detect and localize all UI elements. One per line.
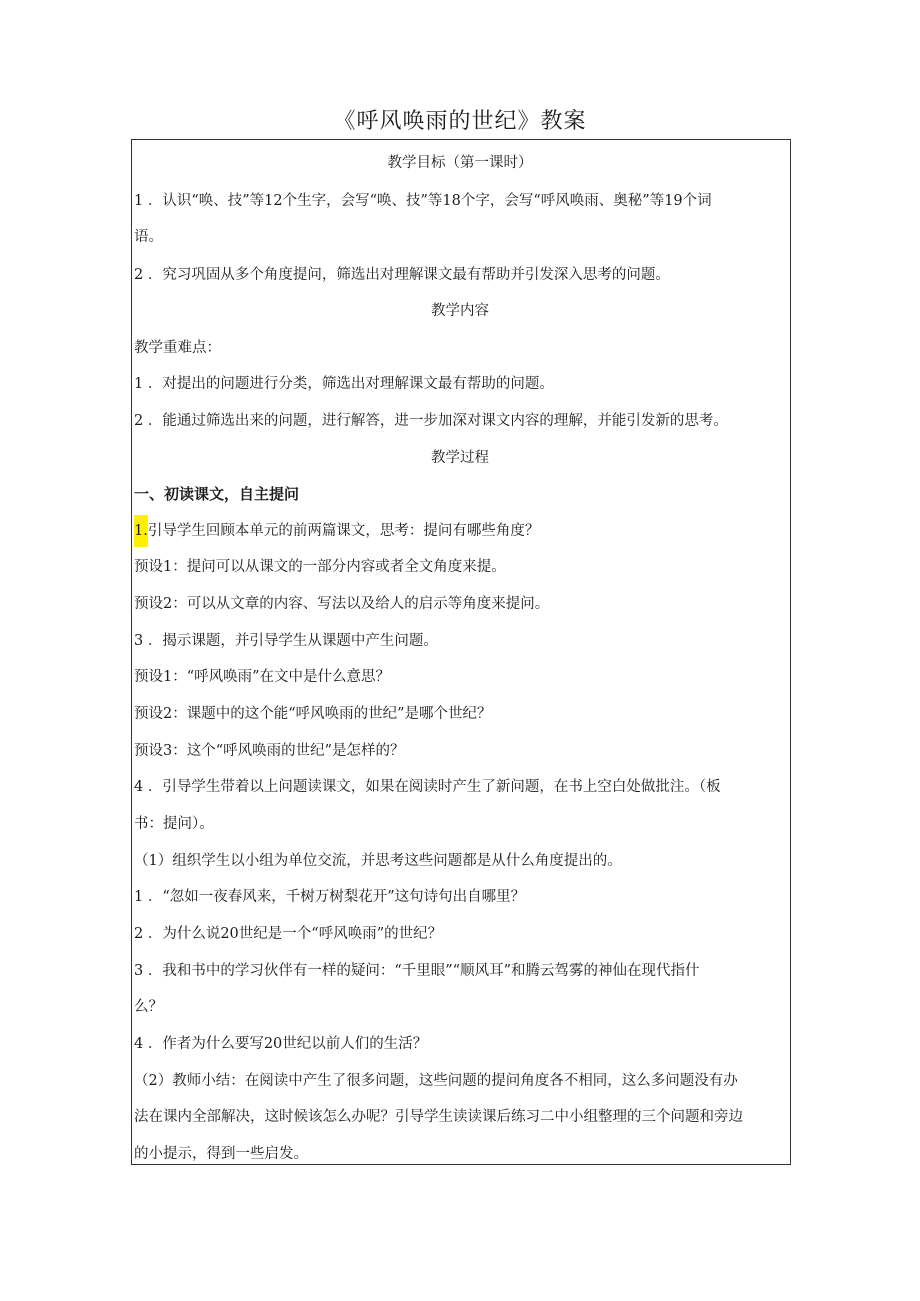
question-4: 4 ．作者为什么要写20世纪以前人们的生活？: [134, 1036, 428, 1052]
step-3-preset-3: 预设3：这个“呼风唤雨的世纪”是怎样的？: [134, 743, 405, 759]
key-point-1: 1 ．对提出的问题进行分类，筛选出对理解课文最有帮助的问题。: [134, 376, 554, 392]
teaching-process-heading: 教学过程: [431, 450, 489, 466]
step-3-preset-1: 预设1：“呼风唤雨”在文中是什么意思？: [134, 669, 391, 685]
question-1: 1 ．“忽如一夜春风来，千树万树梨花开”这句诗句出自哪里？: [134, 889, 526, 905]
section-1-heading: 一、初读课文，自主提问: [134, 485, 300, 503]
key-point-2: 2 ．能通过筛选出来的问题，进行解答，进一步加深对课文内容的理解，并能引发新的思考。: [134, 413, 728, 429]
step-1: [134, 521, 786, 541]
preset-2: 预设2：可以从文章的内容、写法以及给人的启示等角度来提问。: [134, 596, 550, 612]
step-4-line-1: 4 ．引导学生带着以上问题读课文，如果在阅读时产生了新问题，在书上空白处做批注。（板: [134, 779, 721, 795]
goal-1-line-2: 语。: [134, 229, 163, 245]
key-points-label: 教学重难点：: [134, 340, 221, 356]
sub-step-1: （1）组织学生以小组为单位交流，并思考这些问题都是从什么角度提出的。: [134, 853, 622, 869]
goal-1-line-1: 1 ．认识“唤、技”等12个生字，会写“唤、技”等18个字，会写“呼风唤雨、奥秘”等19个词: [134, 193, 712, 209]
preset-1: 预设1：提问可以从课文的一部分内容或者全文角度来提。: [134, 559, 506, 575]
question-3-line-2: 么？: [134, 999, 163, 1015]
step-1-text: 引导学生回顾本单元的前两篇课文，思考：提问有哪些角度？: [147, 523, 540, 539]
teaching-content-heading: 教学内容: [431, 303, 489, 319]
sub-step-2-line-1: （2）教师小结：在阅读中产生了很多问题，这些问题的提问角度各不相同，这么多问题没有办: [134, 1073, 738, 1089]
goal-2: 2 ．究习巩固从多个角度提问，筛选出对理解课文最有帮助并引发深入思考的问题。: [134, 267, 670, 283]
document-title: 《呼风唤雨的世纪》教案: [333, 109, 587, 134]
step-3: 3 ．揭示课题，并引导学生从课题中产生问题。: [134, 633, 438, 649]
question-3-line-1: 3 ．我和书中的学习伙伴有一样的疑问：“千里眼”“顺风耳”和腾云驾雾的神仙在现代指什: [134, 963, 700, 979]
question-2: 2 ．为什么说20世纪是一个“呼风唤雨”的世纪？: [134, 926, 443, 942]
teaching-goals-heading: 教学目标（第一课时）: [387, 155, 533, 171]
step-4-line-2: 书：提问）。: [134, 816, 214, 832]
sub-step-2-line-2: 法在课内全部解决，这时候该怎么办呢？引导学生读读课后练习二中小组整理的三个问题和旁边: [134, 1109, 743, 1125]
step-3-preset-2: 预设2：课题中的这个能“呼风唤雨的世纪”是哪个世纪？: [134, 706, 492, 722]
sub-step-2-line-3: 的小提示，得到一些启发。: [134, 1146, 308, 1162]
highlighted-step-number: 1.: [134, 515, 148, 547]
